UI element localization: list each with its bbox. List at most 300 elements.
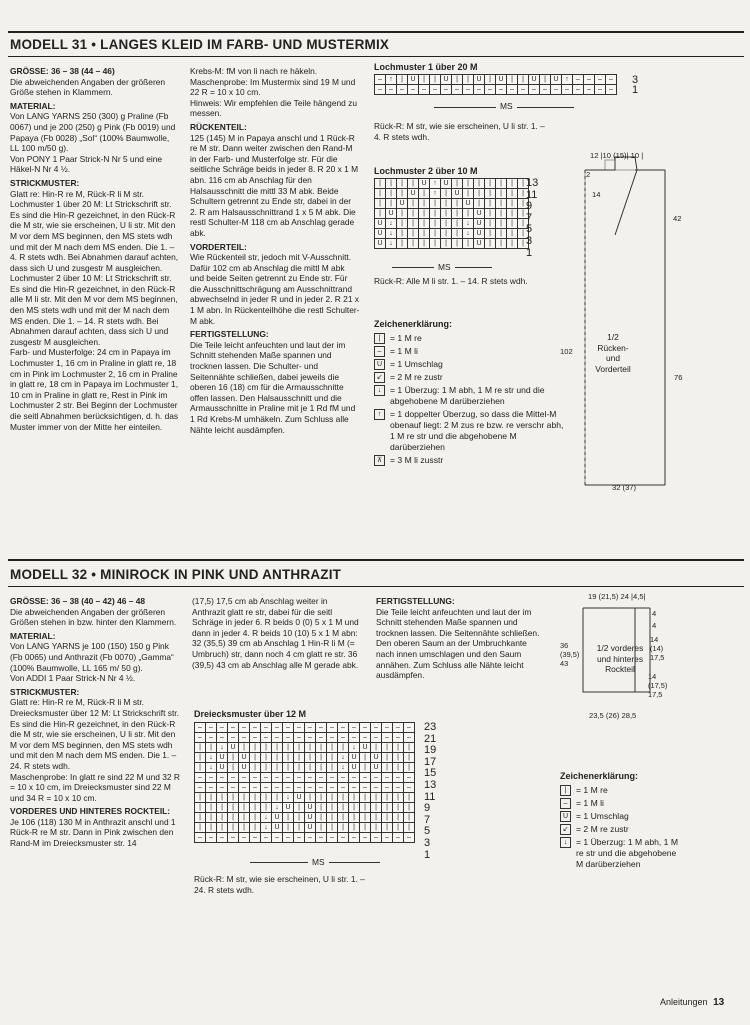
chart-cell: | xyxy=(430,229,441,239)
paragraph: GRÖSSE: 36 – 38 (44 – 46) xyxy=(10,66,115,76)
paragraph: Glatt re: Hin-R re M, Rück-R li M str. xyxy=(10,697,145,708)
page-number: 13 xyxy=(713,997,725,1008)
chart-cell: | xyxy=(485,209,496,219)
chart-cell: | xyxy=(228,813,239,823)
chart-cell: – xyxy=(305,733,316,743)
chart-cell: ↓ xyxy=(261,813,272,823)
chart-cell: – xyxy=(316,833,327,843)
row-number: 1 xyxy=(424,848,431,861)
chart-cell: U xyxy=(305,803,316,813)
footer-text: Anleitungen xyxy=(660,997,708,1007)
chart2-note: Rück-R: Alle M li str. 1. – 14. R stets wdh. xyxy=(374,276,528,286)
dress-top-measure: 12 |10 (15)| 10 | xyxy=(590,151,644,160)
chart-cell: | xyxy=(408,209,419,219)
chart-cell: | xyxy=(397,209,408,219)
chart-cell: – xyxy=(408,85,419,95)
chart-cell: ↓ xyxy=(349,743,360,753)
legend31-title: Zeichenerklärung: xyxy=(374,319,453,329)
chart-cell: | xyxy=(474,189,485,199)
row-number: 15 xyxy=(424,767,437,780)
top-rule xyxy=(8,31,744,33)
legend-item xyxy=(560,811,680,822)
legend-text: = 2 M re zustr xyxy=(390,372,443,382)
chart-cell: | xyxy=(404,753,415,763)
chart-cell: | xyxy=(195,763,206,773)
chart-cell: | xyxy=(338,803,349,813)
chart-cell: | xyxy=(382,753,393,763)
legend-item xyxy=(374,333,566,344)
chart-cell: | xyxy=(338,823,349,833)
chart-cell: | xyxy=(206,813,217,823)
legend-text: = 1 Überzug: 1 M abh, 1 M re str und die abgehobene M darüberziehen xyxy=(576,837,678,869)
chart-cell: – xyxy=(338,773,349,783)
chart-cell: – xyxy=(283,783,294,793)
paragraph: Dreiecksmuster über 12 M: Lt Strickschrift str. Es sind die Hin-R gezeichnet, in den Rück-R die M str, wie sie erscheinen, U li str. Mit den M vor dem MS beginnen, den MS stets wdh und mit den M nach dem MS enden. Die 1. – 24. R stets wdh. xyxy=(10,707,179,771)
chart-cell: – xyxy=(393,723,404,733)
chart-cell: | xyxy=(452,219,463,229)
chart-cell: – xyxy=(294,723,305,733)
chart-cell: | xyxy=(404,763,415,773)
chart-cell: | xyxy=(507,75,518,85)
chart-cell: | xyxy=(327,793,338,803)
chart-cell: ↓ xyxy=(217,743,228,753)
chart-cell: | xyxy=(250,763,261,773)
chart-cell: – xyxy=(595,85,606,95)
legend-item xyxy=(560,785,680,796)
chart-cell: ↓ xyxy=(386,239,397,249)
chart-cell: | xyxy=(272,743,283,753)
chart-cell: – xyxy=(338,723,349,733)
row-number: 1 xyxy=(632,84,639,96)
row-number: 13 xyxy=(526,177,539,189)
chart-cell: – xyxy=(371,733,382,743)
chart-cell: – xyxy=(327,773,338,783)
chart-cell: | xyxy=(371,813,382,823)
chart-cell: – xyxy=(371,773,382,783)
legend-item xyxy=(374,346,566,357)
chart-cell: – xyxy=(261,783,272,793)
chart-cell: – xyxy=(375,85,386,95)
chart-cell: | xyxy=(195,793,206,803)
skirt-schematic-label: 1/2 vorderes und hinteres Rockteil xyxy=(596,643,644,675)
chart-cell: | xyxy=(261,803,272,813)
chart-cell: U xyxy=(371,763,382,773)
paragraph: Je 106 (118) 130 M in Anthrazit anschl und 1 Rück-R re M str. Dann in Pink zwischen den Rand-M im Dreiecksmuster str. 14 xyxy=(10,816,176,849)
paragraph: MATERIAL: xyxy=(10,100,56,111)
chart-cell: | xyxy=(239,803,250,813)
chart2-label: Lochmuster 2 über 10 M xyxy=(374,166,478,176)
dress-front-measure: 102 xyxy=(560,347,573,356)
chart-cell: – xyxy=(316,733,327,743)
chart-cell: U xyxy=(239,763,250,773)
chart-cell: | xyxy=(518,199,529,209)
chart-cell: | xyxy=(485,75,496,85)
lochmuster2-chart xyxy=(374,178,529,249)
chart-cell: U xyxy=(474,229,485,239)
chart-cell: – xyxy=(573,85,584,95)
chart-cell: – xyxy=(327,783,338,793)
legend-item xyxy=(560,798,680,809)
paragraph: RÜCKENTEIL: xyxy=(190,121,247,132)
chart-cell: | xyxy=(419,219,430,229)
paragraph: STRICKMUSTER: xyxy=(10,177,80,188)
chart-cell: | xyxy=(463,189,474,199)
chart-cell: | xyxy=(195,753,206,763)
chart-cell: | xyxy=(349,793,360,803)
chart-cell: | xyxy=(463,179,474,189)
paragraph: Maschenprobe: In glatt re sind 22 M und 32 R = 10 x 10 cm, im Dreiecksmuster sind 22 M und 34 R = 10 x 10 cm. xyxy=(10,771,180,803)
chart-cell: – xyxy=(382,833,393,843)
chart-cell: U xyxy=(408,189,419,199)
chart-cell: – xyxy=(393,733,404,743)
chart-cell: | xyxy=(371,823,382,833)
chart-cell: | xyxy=(250,753,261,763)
legend-symbol-icon: ↙ xyxy=(374,372,385,383)
chart-cell: | xyxy=(360,813,371,823)
chart-cell: – xyxy=(316,723,327,733)
chart-cell: – xyxy=(360,723,371,733)
row-number: 7 xyxy=(526,211,533,224)
skirt-right-measure-3: 14 (14) 17,5 xyxy=(650,635,665,662)
chart-cell: | xyxy=(195,803,206,813)
chart-cell: | xyxy=(518,239,529,249)
chart-cell: | xyxy=(327,813,338,823)
chart-cell: | xyxy=(485,239,496,249)
chart-cell: – xyxy=(195,733,206,743)
chart-cell: – xyxy=(195,773,206,783)
chart-cell: | xyxy=(261,743,272,753)
legend-text: = 1 M re xyxy=(576,785,608,795)
chart-cell: – xyxy=(360,783,371,793)
paragraph: VORDERTEIL: xyxy=(190,241,247,252)
chart-cell: | xyxy=(441,219,452,229)
chart-cell: | xyxy=(404,823,415,833)
chart-cell: – xyxy=(382,723,393,733)
model32-rule xyxy=(8,559,744,561)
chart-cell: | xyxy=(441,229,452,239)
chart3-ms: MS xyxy=(308,857,329,868)
chart-cell: – xyxy=(294,773,305,783)
chart-cell: | xyxy=(485,199,496,209)
model32-column-2 xyxy=(192,596,362,670)
chart-cell: – xyxy=(239,733,250,743)
chart-cell: U xyxy=(371,753,382,763)
paragraph: Von PONY 1 Paar Strick-N Nr 5 und eine Häkel-N Nr 4 ½. xyxy=(10,153,163,175)
chart-cell: | xyxy=(397,219,408,229)
chart-cell: | xyxy=(283,753,294,763)
chart-cell: – xyxy=(261,833,272,843)
chart-cell: U xyxy=(375,239,386,249)
model31-column-1 xyxy=(10,66,180,432)
chart-cell: | xyxy=(408,179,419,189)
chart-cell: | xyxy=(371,743,382,753)
chart-cell: | xyxy=(496,209,507,219)
chart-cell: U xyxy=(452,189,463,199)
chart-cell: – xyxy=(206,833,217,843)
chart-cell: | xyxy=(507,179,518,189)
paragraph: VORDERES UND HINTERES ROCKTEIL: xyxy=(10,806,171,817)
chart-cell: | xyxy=(496,179,507,189)
chart-cell: | xyxy=(419,199,430,209)
chart-cell: – xyxy=(551,85,562,95)
chart-cell: U xyxy=(375,219,386,229)
chart-cell: – xyxy=(206,783,217,793)
chart-cell: U xyxy=(305,823,316,833)
chart-cell: | xyxy=(327,823,338,833)
chart-cell: – xyxy=(584,75,595,85)
chart-cell: – xyxy=(496,85,507,95)
chart-cell: U xyxy=(441,75,452,85)
row-number: 3 xyxy=(526,234,533,247)
chart-cell: – xyxy=(595,75,606,85)
chart-cell: U xyxy=(375,229,386,239)
chart-cell: | xyxy=(441,189,452,199)
chart3-row-numbers xyxy=(424,722,436,861)
chart-cell: | xyxy=(195,813,206,823)
chart-cell: ↓ xyxy=(272,803,283,813)
chart-cell: | xyxy=(419,189,430,199)
chart-cell: – xyxy=(327,733,338,743)
chart-cell: | xyxy=(239,813,250,823)
chart-cell: | xyxy=(316,743,327,753)
chart-cell: – xyxy=(195,833,206,843)
chart-cell: – xyxy=(272,773,283,783)
legend-item xyxy=(374,385,566,407)
legend-item xyxy=(374,455,566,466)
paragraph: Die Teile leicht anfeuchten und laut der im Schnitt stehenden Maße spannen und trocknen lassen. Die Schulter- und Seitennähte schließen, dabei jeweils die oberen 16 (18) cm für die Armausschnitte offen lassen. Den Halsausschnitt und die Armausschnitte in Praline mit je 1 Rd fM und 1 Rd Krebs-M umhäkeln. Zum Schluss alle Nähte leicht ausdämpfen. xyxy=(190,339,356,435)
legend-symbol-icon: ⊼ xyxy=(374,455,385,466)
chart-cell: | xyxy=(452,75,463,85)
chart-cell: | xyxy=(239,823,250,833)
chart-cell: – xyxy=(228,833,239,843)
chart-cell: ↑ xyxy=(386,75,397,85)
chart1-note: Rück-R: M str, wie sie erscheinen, U li str. 1. – 4. R stets wdh. xyxy=(374,121,545,142)
legend-item xyxy=(374,409,566,453)
chart-cell: | xyxy=(371,803,382,813)
chart-cell: | xyxy=(463,75,474,85)
chart-cell: – xyxy=(371,723,382,733)
chart-cell: | xyxy=(283,743,294,753)
chart-cell: U xyxy=(474,239,485,249)
paragraph: Krebs-M: fM von li nach re häkeln. xyxy=(190,66,318,76)
chart-cell: – xyxy=(375,75,386,85)
dress-schematic xyxy=(575,145,745,495)
chart-cell: | xyxy=(250,793,261,803)
chart-cell: | xyxy=(393,793,404,803)
chart-cell: – xyxy=(371,783,382,793)
chart-cell: – xyxy=(228,783,239,793)
chart-cell: – xyxy=(294,833,305,843)
chart1-label: Lochmuster 1 über 20 M xyxy=(374,62,478,72)
chart-cell: | xyxy=(382,813,393,823)
legend32-title: Zeichenerklärung: xyxy=(560,771,639,781)
model31-column-2 xyxy=(190,66,360,435)
row-number: 5 xyxy=(424,825,431,838)
chart-cell: | xyxy=(393,753,404,763)
chart-cell: | xyxy=(485,179,496,189)
chart-cell: – xyxy=(228,773,239,783)
chart-cell: | xyxy=(452,199,463,209)
legend-symbol-icon: | xyxy=(560,785,571,796)
paragraph: Die abweichenden Angaben der größeren Größen stehen in bzw. hinter den Klammern. xyxy=(10,606,177,628)
chart-cell: | xyxy=(239,743,250,753)
title-underline xyxy=(8,56,744,57)
legend-text: = 1 doppelter Überzug, so dass die Mittel-M obenauf liegt: 2 M zus re bzw. re verschr abh, 1 M re str und die abgehobene M darüberziehen xyxy=(390,409,564,452)
chart-cell: – xyxy=(305,783,316,793)
chart-cell: – xyxy=(283,773,294,783)
chart-cell: – xyxy=(283,723,294,733)
chart-cell: | xyxy=(206,823,217,833)
paragraph: Glatt re: Hin-R re M, Rück-R li M str. xyxy=(10,188,145,199)
chart-cell: | xyxy=(452,229,463,239)
chart-cell: | xyxy=(228,763,239,773)
chart-cell: | xyxy=(294,823,305,833)
chart-cell: | xyxy=(496,229,507,239)
legend-text: = 1 Umschlag xyxy=(576,811,629,821)
chart-cell: | xyxy=(228,753,239,763)
chart-cell: – xyxy=(485,85,496,95)
chart-cell: | xyxy=(452,209,463,219)
chart-cell: – xyxy=(239,723,250,733)
chart-cell: – xyxy=(305,833,316,843)
row-number: 11 xyxy=(424,790,436,803)
row-number: 13 xyxy=(424,778,437,791)
paragraph: Von LANG YARNS 250 (300) g Praline (Fb 0067) und je 200 (250) g Pink (Fb 0019) und Papaya (Fb 0028) „Sol“ (100% Baumwolle, LL 100 m/50 g). xyxy=(10,111,176,154)
chart3-label: Dreiecksmuster über 12 M xyxy=(194,709,307,719)
chart-cell: | xyxy=(507,229,518,239)
chart-cell: ↑ xyxy=(430,179,441,189)
chart-cell: | xyxy=(360,793,371,803)
paragraph: STRICKMUSTER: xyxy=(10,686,80,697)
chart-cell: – xyxy=(228,723,239,733)
chart-cell: – xyxy=(393,783,404,793)
chart-cell: | xyxy=(375,209,386,219)
chart-cell: | xyxy=(507,189,518,199)
chart-cell: U xyxy=(474,219,485,229)
chart-cell: ↑ xyxy=(430,189,441,199)
chart-cell: – xyxy=(272,733,283,743)
paragraph: (17,5) 17,5 cm ab Anschlag weiter in Anthrazit glatt re str, dabei für die seitl Schräge in jeder 6. R beids 0 (0) 5 x 1 M und dann in jeder 4. R beids 10 (10) 5 x 1 M abn: 32 (35,5) 39 cm ab Anschlag 1 Hin-R li M (= Umbruch) str, dann noch 4 cm glatt re str. 36 (39,5) 43 cm ab Anschlag alle M gerade abk. xyxy=(192,596,359,670)
chart-cell: – xyxy=(239,833,250,843)
chart-cell: | xyxy=(518,189,529,199)
row-number: 3 xyxy=(632,74,639,86)
chart-cell: ↓ xyxy=(261,823,272,833)
chart-cell: – xyxy=(272,723,283,733)
chart-cell: – xyxy=(404,783,415,793)
chart-cell: ↓ xyxy=(206,753,217,763)
chart-cell: | xyxy=(430,209,441,219)
chart-cell: – xyxy=(463,85,474,95)
paragraph: Wie Rückenteil str, jedoch mit V-Ausschnitt. Dafür 102 cm ab Anschlag die mittl M abk und beide Seiten getrennt zu Ende str. Für die Ausschnittschrägung am Ausschnittrand abwechselnd in jeder R und in jeder 2. R 21 x 1 M abn. In Rückenteilhöhe die restl Schulter-M abk. xyxy=(190,252,360,326)
chart-cell: | xyxy=(206,793,217,803)
chart-cell: | xyxy=(338,813,349,823)
legend-text: = 1 Überzug: 1 M abh, 1 M re str und die abgehobene M darüberziehen xyxy=(390,385,545,406)
chart-cell: | xyxy=(419,209,430,219)
chart-cell: | xyxy=(327,803,338,813)
chart-cell: | xyxy=(518,229,529,239)
chart-cell: – xyxy=(327,723,338,733)
paragraph: 125 (145) M in Papaya anschl und 1 Rück-R re M str. Dann weiter zwischen den Rand-M in der Farb- und Musterfolge str. Für die seitliche Schräge beids in jeder 8. R 20 x 1 M abn. 116 cm ab Anschlag für den Halsausschnitt die mittl 33 M abk. Beide Schultern getrennt zu Ende str, dabei in der 2. R am Halsausschnittrand 1 x 5 M abk. Die restl Schulter-M 118 cm ab Anschlag gerade abk. xyxy=(190,132,359,238)
chart-cell: – xyxy=(206,723,217,733)
chart-cell: | xyxy=(393,803,404,813)
chart-cell: | xyxy=(397,239,408,249)
chart-cell: – xyxy=(360,733,371,743)
chart-cell: | xyxy=(283,763,294,773)
chart-cell: | xyxy=(485,229,496,239)
chart-cell: U xyxy=(239,753,250,763)
chart-cell: | xyxy=(485,189,496,199)
chart-cell: | xyxy=(496,199,507,209)
chart-cell: | xyxy=(386,179,397,189)
chart-cell: – xyxy=(529,85,540,95)
chart-cell: – xyxy=(283,833,294,843)
chart2-row-numbers xyxy=(526,178,538,259)
chart-cell: | xyxy=(452,179,463,189)
dress-schematic-label: 1/2 Rücken- und Vorderteil xyxy=(595,332,631,374)
model32-column-3 xyxy=(376,596,544,681)
chart1-row-numbers xyxy=(632,75,638,95)
chart-cell: | xyxy=(518,179,529,189)
chart-cell: – xyxy=(518,85,529,95)
row-number: 3 xyxy=(424,836,431,849)
chart-cell: – xyxy=(404,773,415,783)
chart-cell: | xyxy=(496,189,507,199)
chart-cell: – xyxy=(228,733,239,743)
chart-cell: U xyxy=(408,75,419,85)
chart-cell: – xyxy=(250,773,261,783)
chart-cell: – xyxy=(404,723,415,733)
chart-cell: ↓ xyxy=(338,763,349,773)
chart-cell: U xyxy=(349,763,360,773)
chart-cell: | xyxy=(272,753,283,763)
legend-item xyxy=(374,372,566,383)
chart-cell: | xyxy=(316,803,327,813)
paragraph: Die abweichenden Angaben der größeren Größe stehen in Klammern. xyxy=(10,76,166,98)
chart-cell: – xyxy=(338,783,349,793)
chart-cell: – xyxy=(584,85,595,95)
chart-cell: | xyxy=(349,813,360,823)
chart-cell: | xyxy=(463,239,474,249)
chart-cell: | xyxy=(360,803,371,813)
dress-left-mark: 2 xyxy=(586,170,591,179)
chart-cell: | xyxy=(382,793,393,803)
chart-cell: – xyxy=(393,773,404,783)
chart-cell: – xyxy=(573,75,584,85)
paragraph: FERTIGSTELLUNG: xyxy=(190,329,269,340)
dress-side-upper-measure: 42 xyxy=(673,214,682,223)
chart-cell: – xyxy=(272,833,283,843)
chart-cell: | xyxy=(496,219,507,229)
chart-cell: | xyxy=(382,823,393,833)
row-number: 9 xyxy=(424,802,431,815)
dress-side-measure: 76 xyxy=(674,373,683,382)
chart-cell: – xyxy=(430,85,441,95)
legend-item xyxy=(560,837,680,870)
chart-cell: ↓ xyxy=(386,229,397,239)
chart-cell: | xyxy=(327,753,338,763)
chart-cell: | xyxy=(430,199,441,209)
legend-text: = 2 M re zustr xyxy=(576,824,629,834)
lochmuster1-chart xyxy=(374,74,617,95)
chart-cell: | xyxy=(397,229,408,239)
chart-cell: – xyxy=(195,783,206,793)
chart-cell: | xyxy=(518,219,529,229)
paragraph: Die Teile leicht anfeuchten und laut der im Schnitt stehenden Maße spannen und trocknen lassen. Die Seitennähte schließen. Den oberen Saum an der Umbruchkante nach innen umschlagen und den Saum annähen. Zum Schluss alle Nähte leicht ausdämpfen. xyxy=(376,606,540,681)
chart-cell: | xyxy=(294,743,305,753)
chart-cell: | xyxy=(217,793,228,803)
chart-cell: – xyxy=(261,723,272,733)
chart-cell: – xyxy=(250,723,261,733)
